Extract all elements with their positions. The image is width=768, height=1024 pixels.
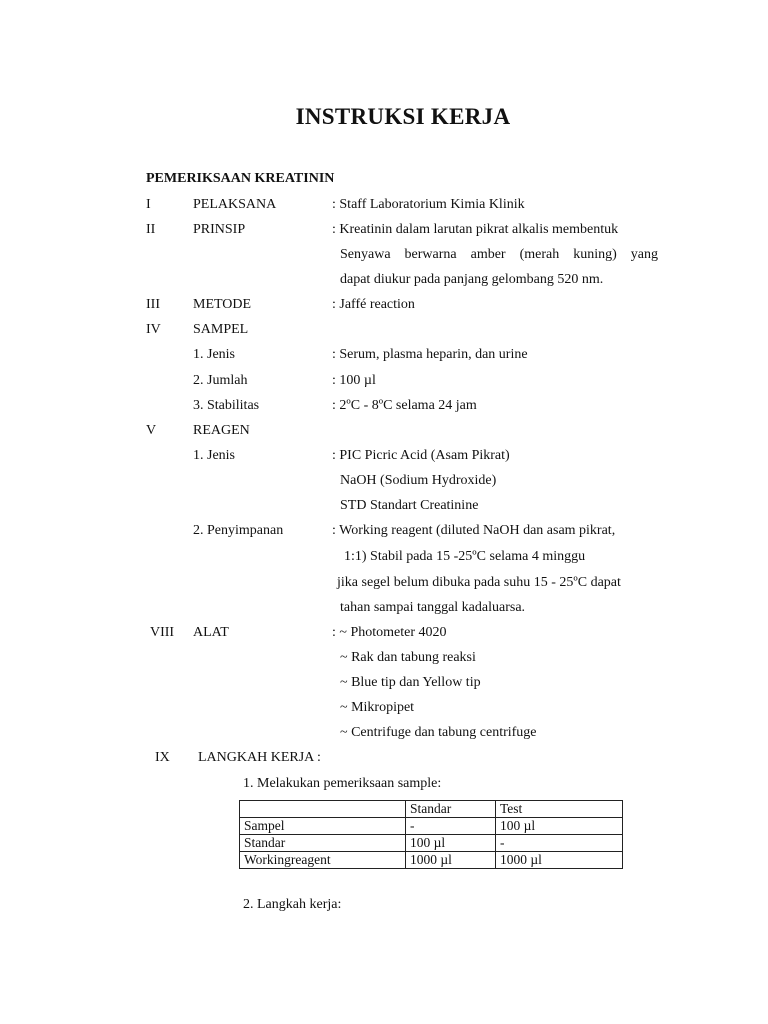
section-number-iv: IV bbox=[146, 322, 161, 337]
alat-item: ~ Centrifuge dan tabung centrifuge bbox=[340, 725, 537, 740]
section-number-v: V bbox=[146, 423, 157, 438]
prinsip-label: PRINSIP bbox=[193, 222, 246, 237]
sampel-jenis-label: 1. Jenis bbox=[193, 347, 235, 362]
table-cell: 100 µl bbox=[406, 835, 496, 852]
table-row bbox=[240, 852, 623, 869]
sampel-jumlah-label: 2. Jumlah bbox=[193, 373, 248, 388]
prinsip-line: : Kreatinin dalam larutan pikrat alkalis membentuk bbox=[332, 222, 619, 237]
alat-label: ALAT bbox=[193, 625, 229, 640]
table-row bbox=[240, 818, 623, 835]
alat-item: : ~ Photometer 4020 bbox=[332, 625, 447, 640]
sampel-stabilitas-value: : 2ºC - 8ºC selama 24 jam bbox=[332, 398, 477, 413]
section-number-iii: III bbox=[146, 297, 160, 312]
section-number-ii: II bbox=[146, 222, 156, 237]
sampel-label: SAMPEL bbox=[193, 322, 249, 337]
section-number-ix: IX bbox=[155, 750, 170, 765]
sample-table bbox=[239, 800, 623, 869]
reagen-label: REAGEN bbox=[193, 423, 250, 438]
pelaksana-value: : Staff Laboratorium Kimia Klinik bbox=[332, 197, 525, 212]
reagen-jenis-line: STD Standart Creatinine bbox=[340, 498, 479, 513]
metode-value: : Jaffé reaction bbox=[332, 297, 415, 312]
document-title: INSTRUKSI KERJA bbox=[295, 104, 511, 129]
sampel-jumlah-value: : 100 µl bbox=[332, 373, 376, 388]
alat-item: ~ Blue tip dan Yellow tip bbox=[340, 675, 481, 690]
table-header-row bbox=[240, 801, 623, 818]
table-cell: Sampel bbox=[240, 818, 406, 835]
table-cell: - bbox=[496, 835, 623, 852]
langkah-step-2: 2. Langkah kerja: bbox=[243, 897, 342, 912]
table-row bbox=[240, 835, 623, 852]
table-cell: Workingreagent bbox=[240, 852, 406, 869]
section-number-i: I bbox=[146, 197, 151, 212]
reagen-penyimpanan-line: jika segel belum dibuka pada suhu 15 - 25ºC dapat bbox=[337, 575, 621, 590]
reagen-penyimpanan-label: 2. Penyimpanan bbox=[193, 523, 284, 538]
document-subtitle: PEMERIKSAAN KREATININ bbox=[146, 171, 335, 186]
table-cell: Standar bbox=[240, 835, 406, 852]
metode-label: METODE bbox=[193, 297, 252, 312]
reagen-penyimpanan-line: tahan sampai tanggal kadaluarsa. bbox=[340, 600, 526, 615]
section-number-viii: VIII bbox=[150, 625, 175, 640]
table-cell: 1000 µl bbox=[496, 852, 623, 869]
langkah-label: LANGKAH KERJA : bbox=[198, 750, 321, 765]
reagen-jenis-label: 1. Jenis bbox=[193, 448, 235, 463]
table-cell: - bbox=[406, 818, 496, 835]
alat-item: ~ Mikropipet bbox=[340, 700, 415, 715]
table-header-cell: Standar bbox=[406, 801, 496, 818]
reagen-penyimpanan-line: : Working reagent (diluted NaOH dan asam pikrat, bbox=[332, 523, 616, 538]
reagen-jenis-line: : PIC Picric Acid (Asam Pikrat) bbox=[332, 448, 510, 463]
sampel-jenis-value: : Serum, plasma heparin, dan urine bbox=[332, 347, 528, 362]
table-header-cell: Test bbox=[496, 801, 623, 818]
langkah-step-1: 1. Melakukan pemeriksaan sample: bbox=[243, 776, 442, 791]
table-header-cell bbox=[240, 801, 406, 818]
prinsip-line: Senyawa berwarna amber (merah kuning) yang bbox=[340, 247, 658, 262]
alat-item: ~ Rak dan tabung reaksi bbox=[340, 650, 476, 665]
sampel-stabilitas-label: 3. Stabilitas bbox=[193, 398, 260, 413]
reagen-penyimpanan-line: 1:1) Stabil pada 15 -25ºC selama 4 minggu bbox=[344, 549, 586, 564]
pelaksana-label: PELAKSANA bbox=[193, 197, 277, 212]
table-cell: 1000 µl bbox=[406, 852, 496, 869]
prinsip-line: dapat diukur pada panjang gelombang 520 nm. bbox=[340, 272, 604, 287]
table-cell: 100 µl bbox=[496, 818, 623, 835]
reagen-jenis-line: NaOH (Sodium Hydroxide) bbox=[340, 473, 497, 488]
